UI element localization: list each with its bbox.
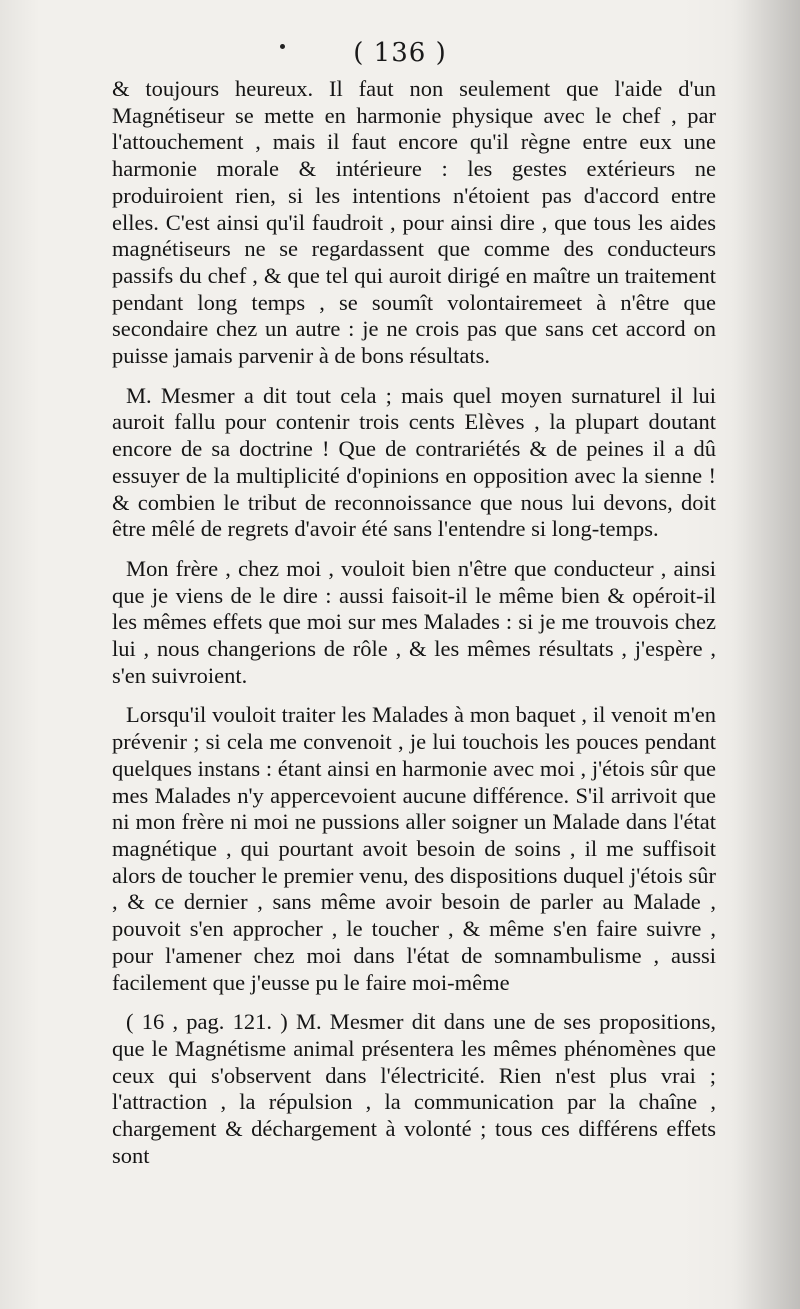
paragraph: ( 16 , pag. 121. ) M. Mesmer dit dans une de ses propositions, que le Magnétisme animal présentera les mêmes phénomènes que ceux qui s'observent dans l'électricité. Rien n'est plus vrai ; l'attraction , la répulsion , la communication par la chaîne , chargement & déchargement à volonté ; tous ces différens effets sont: [112, 1009, 716, 1168]
page-edge-shadow: [730, 0, 800, 1309]
page-number: ( 136 ): [353, 38, 447, 68]
body-text: [112, 76, 716, 1182]
paragraph: Mon frère , chez moi , vouloit bien n'être que conducteur , ainsi que je viens de le dire : aussi faisoit-il le même bien & opéroit-il les mêmes effets que moi sur mes Malades : si je me trouvois chez lui , nous changerions de rôle , & les mêmes résultats , j'espère , s'en suivroient.: [112, 555, 716, 688]
paragraph: & toujours heureux. Il faut non seulement que l'aide d'un Magnétiseur se mette en harmonie physique avec le chef , par l'attouchement , mais il faut encore qu'il règne entre eux une harmonie morale & intérieure : les gestes extérieurs ne produiroient rien, si les intentions n'étoient pas d'accord entre elles. C'est ainsi qu'il faudroit , pour ainsi dire , que tous les aides magnétiseurs ne se regardassent que comme des conducteurs passifs du chef , & que tel qui auroit dirigé en maître un traitement pendant long temps , se soumît volontairemeet à n'être que secondaire chez un autre : je ne crois pas que sans cet accord on puisse jamais parvenir à de bons résultats.: [112, 76, 716, 369]
paragraph: Lorsqu'il vouloit traiter les Malades à mon baquet , il venoit m'en prévenir ; si cela me convenoit , je lui touchois les pouces pendant quelques instans : étant ainsi en harmonie avec moi , j'étois sûr que mes Malades n'y appercevoient aucune différence. S'il arrivoit que ni mon frère ni moi ne pussions aller soigner un Malade dans l'état magnétique , qui pourtant avoit besoin de soins , il me suffisoit alors de toucher le premier venu, des dispositions duquel j'étois sûr , & ce dernier , sans même avoir besoin de parler au Malade , pouvoit s'en approcher , le toucher , & même s'en faire suivre , pour l'amener chez moi dans l'état de somnambulisme , aussi facilement que j'eusse pu le faire moi-même: [112, 702, 716, 995]
paragraph: M. Mesmer a dit tout cela ; mais quel moyen surnaturel il lui auroit fallu pour contenir trois cents Elèves , la plupart doutant encore de sa doctrine ! Que de contrariétés & de peines il a dû essuyer de la multiplicité d'opinions en opposition avec la sienne ! & combien le tribut de reconnoissance que nous lui devons, doit être mêlé de regrets d'avoir été sans l'entendre si long-temps.: [112, 382, 716, 542]
